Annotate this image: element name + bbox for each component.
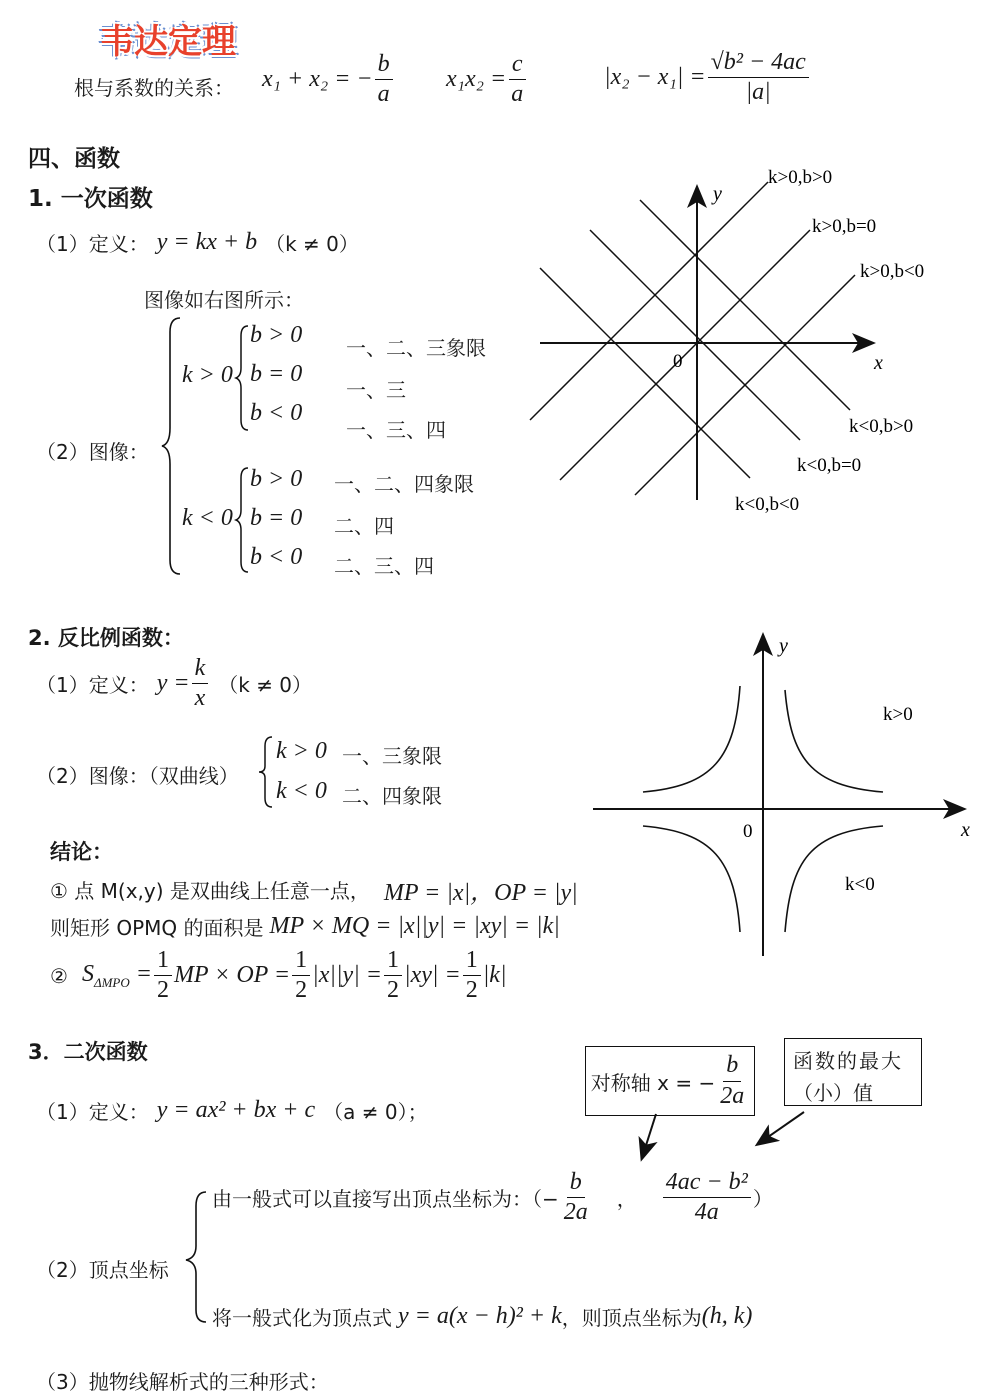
vertex-close: ）: [752, 1187, 773, 1212]
linear-heading: 1. 一次函数: [28, 186, 153, 212]
triangle-area-symbol: $S_{\Delta MPO}$ =: [81, 960, 152, 990]
kneg-case-3: 二、三、四: [334, 554, 434, 578]
inverse-kneg: k < 0: [276, 778, 327, 804]
inverse-heading: 2. 反比例函数：: [28, 626, 184, 650]
linear-definition: [36, 228, 359, 257]
linear-graph: [520, 160, 960, 520]
inverse-image-label: （2）图像：（双曲线）: [36, 764, 239, 788]
arrow-extreme: [758, 1112, 804, 1144]
conclusion-2-math: MP × MQ = |x||y| = |xy| = |k|: [269, 913, 560, 939]
hyperbola-graph: [585, 628, 985, 963]
inverse-def-lhs: y =: [156, 670, 190, 697]
vieta-diff-formula: [604, 50, 811, 105]
conclusion-3-t2: |x||y| =: [312, 962, 382, 989]
axis-box-label: 对称轴 x = −: [590, 1070, 716, 1095]
conclusion-1-text: ① 点 M(x,y) 是双曲线上任意一点，: [50, 879, 370, 903]
hyperbola-branch-q2: [643, 686, 740, 792]
linear-y-label: y: [713, 183, 722, 205]
linear-origin-label: 0: [673, 351, 683, 372]
conclusion-label: 结论：: [50, 840, 113, 864]
brace-k-neg: [236, 468, 248, 572]
kneg-b-zero: b = 0: [250, 505, 303, 531]
kpos-b-neg: b < 0: [250, 400, 303, 426]
conclusion-2-text: 则矩形 OPMQ 的面积是: [50, 916, 264, 940]
conclusion-3-marker: ②: [50, 963, 68, 988]
linear-def-cond: （k ≠ 0）: [265, 232, 359, 256]
inverse-def-label: （1）定义：: [36, 673, 149, 698]
kpos-case-2: 一、三: [346, 378, 406, 402]
vertex-line2-text: 将一般式化为顶点式: [212, 1306, 392, 1330]
hyperbola-origin-label: 0: [743, 821, 753, 842]
vieta-prod-fraction: [508, 52, 526, 107]
label-kpos-bneg: k>0,b<0: [860, 261, 925, 282]
k-pos-label: k > 0: [182, 362, 233, 388]
inverse-def-num: k: [192, 656, 209, 684]
label-kpos-bzero: k>0,b=0: [812, 216, 877, 237]
pointer-arrows: [620, 1110, 820, 1170]
section4-heading: 四、函数: [28, 146, 120, 172]
inverse-kpos: k > 0: [276, 738, 327, 764]
vieta-sum-fraction: [375, 52, 393, 107]
hyperbola-branch-q1: [785, 690, 883, 792]
conclusion-3: [50, 948, 507, 1003]
half-4: $\frac{1}{2}$: [463, 948, 481, 1003]
linear-image-label: （2）图像：: [36, 440, 149, 464]
half-2: $\frac{1}{2}$: [292, 948, 310, 1003]
half-1: $\frac{1}{2}$: [154, 948, 172, 1003]
extreme-box-line1: 函数的最大: [793, 1049, 903, 1073]
vertex-brace: [180, 1188, 210, 1328]
vieta-sum-num: b: [375, 52, 393, 80]
vertex-line2-mid: ，则顶点坐标为: [561, 1306, 702, 1330]
vertex-coord: (h, k): [701, 1303, 753, 1329]
kpos-b-zero: b = 0: [250, 361, 303, 387]
linear-def-formula: y = kx + b: [156, 229, 258, 255]
linear-braces: [160, 312, 270, 582]
linear-graph-note: 图像如右图所示：: [144, 288, 304, 312]
label-kneg-bzero: k<0,b=0: [797, 455, 862, 476]
vieta-sum-formula: [262, 52, 395, 107]
inverse-brace: [256, 734, 276, 810]
kneg-b-neg: b < 0: [250, 544, 303, 570]
vieta-diff-den: |a|: [745, 79, 771, 106]
vieta-sum-den: a: [377, 81, 390, 108]
vieta-diff-num: √b² − 4ac: [708, 50, 809, 78]
linear-def-label: （1）定义：: [36, 232, 149, 256]
vieta-title: 韦达定理: [100, 22, 236, 62]
inverse-def-cond: （k ≠ 0）: [218, 673, 313, 698]
conclusion-2: [50, 912, 560, 941]
kneg-case-1: 一、二、四象限: [334, 472, 474, 496]
vertex-form-formula: y = a(x − h)² + k: [398, 1303, 562, 1329]
extreme-value-box: [784, 1038, 922, 1106]
quadratic-definition: [36, 1096, 428, 1125]
linear-x-label: x: [874, 352, 883, 374]
arrow-axis: [642, 1114, 656, 1158]
kpos-case-3: 一、三、四: [346, 418, 446, 442]
inverse-definition: [36, 656, 312, 711]
line-kpos-bzero: [560, 230, 810, 480]
brace-k-pos: [236, 326, 248, 430]
half-3: $\frac{1}{2}$: [384, 948, 402, 1003]
quadratic-def-cond: （a ≠ 0）；: [323, 1100, 428, 1124]
vertex-y-fraction: $\frac{\text{4ac − b²}}{4a}$: [663, 1170, 751, 1225]
conclusion-1: [50, 872, 578, 907]
vieta-diff-lhs: |x₂ − x₁| =: [604, 64, 706, 91]
vertex-line1-text: 由一般式可以直接写出顶点坐标为：（−: [212, 1187, 559, 1212]
axis-box-fraction: $\frac{b}{2a}$: [720, 1052, 745, 1109]
kpos-case-1: 一、二、三象限: [346, 336, 486, 360]
conclusion-3-t1: MP × OP =: [173, 962, 291, 989]
big-brace: [162, 318, 180, 574]
inverse-def-fraction: [192, 656, 209, 711]
vieta-sum-lhs: x₁ + x₂ = −: [262, 66, 373, 93]
vieta-relation-label: 根与系数的关系：: [74, 76, 234, 100]
quadratic-def-formula: y = ax² + bx + c: [156, 1097, 316, 1123]
vertex-line-1: [212, 1170, 773, 1225]
kneg-case-2: 二、四: [334, 514, 394, 538]
vertex-separator: ，: [616, 1187, 637, 1212]
label-kneg-bneg: k<0,b<0: [735, 494, 800, 515]
inverse-kpos-quadrants: 一、三象限: [342, 744, 442, 768]
kneg-b-pos: b > 0: [250, 466, 303, 492]
label-kneg-bpos: k<0,b>0: [849, 416, 914, 437]
label-kpos-bpos: k>0,b>0: [768, 167, 833, 188]
vieta-prod-num: c: [509, 52, 526, 80]
conclusion-3-t4: |k|: [482, 962, 507, 989]
vieta-diff-fraction: [708, 50, 809, 105]
hyperbola-y-label: y: [779, 635, 788, 657]
vertex-x-fraction: $\frac{b}{2a}$: [563, 1169, 588, 1226]
quadratic-heading: 3．二次函数: [28, 1040, 148, 1064]
vieta-prod-den: a: [511, 81, 524, 108]
inverse-def-den: x: [194, 685, 206, 712]
kpos-b-pos: b > 0: [250, 322, 303, 348]
hyperbola-x-label: x: [961, 819, 970, 841]
k-neg-label: k < 0: [182, 505, 233, 531]
hyperbola-branch-q3: [643, 826, 740, 932]
three-forms-heading: （3）抛物线解析式的三种形式：: [36, 1370, 329, 1394]
hyperbola-kpos-label: k>0: [883, 704, 913, 725]
vertex-label: （2）顶点坐标: [36, 1258, 169, 1282]
line-kneg-bneg: [540, 268, 750, 478]
vieta-prod-lhs: x₁x₂ =: [446, 66, 507, 93]
inverse-kneg-quadrants: 二、四象限: [342, 784, 442, 808]
quadratic-def-label: （1）定义：: [36, 1100, 149, 1124]
conclusion-3-t3: |xy| =: [404, 962, 461, 989]
conclusion-1-math: MP = |x|，OP = |y|: [383, 880, 578, 906]
line-kneg-bzero: [590, 230, 800, 440]
hyperbola-kneg-label: k<0: [845, 874, 875, 895]
vieta-product-formula: [446, 52, 528, 107]
line-kpos-bpos: [530, 182, 768, 420]
axis-of-symmetry-box: [585, 1046, 755, 1116]
vertex-line-2: [212, 1302, 752, 1331]
extreme-box-line2: （小）值: [793, 1081, 873, 1105]
